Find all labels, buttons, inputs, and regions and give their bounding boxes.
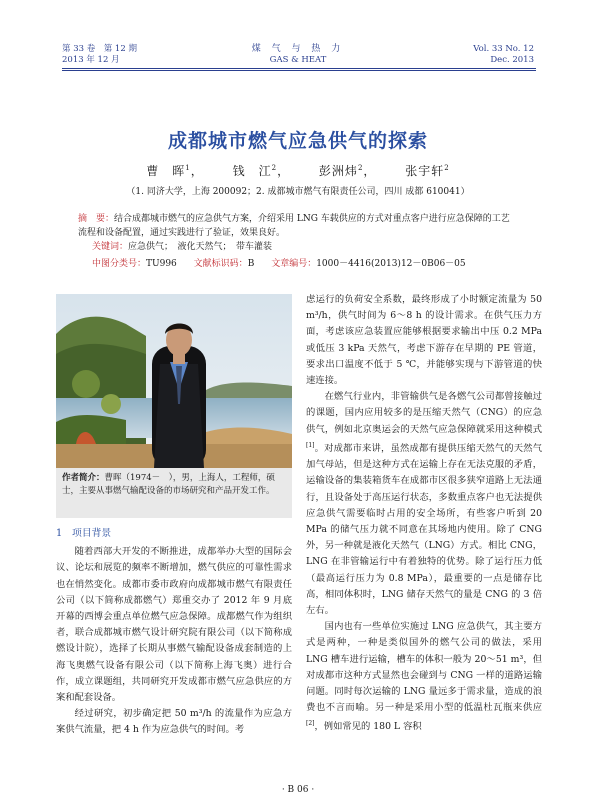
paragraph: 随着西部大开发的不断推进，成都举办大型的国际会议、论坛和展览的频率不断增加，燃气供应的可靠性需求也在悄然变化。成都市委市政府向成都城市燃气有限责任公司（以下简称成都燃气）郑重交办了 2012 年 9 月底开幕的西博会重点单位燃气应急保障。成都燃气作为组织者，联合成都城市燃气设计研究院有限公司（以下简称成燃设计院），选择了长期从事燃气输配设备成套制造的上海飞奥燃气设备有限公司（以下简称上海飞奥）进行合作，成立课题组，共同研究开发成都市燃气应急供应的方案和配套设备。	[56, 546, 292, 704]
author-bio	[56, 468, 292, 518]
volume-issue: 第 33 卷 第 12 期	[62, 44, 137, 54]
bio-text: 曹晖（1974－ ），男，上海人，工程师，硕士，主要从事燃气输配设备的市场研究和产品开发工作。	[62, 473, 275, 496]
bio-label: 作者简介：	[62, 473, 105, 483]
paragraph: 虑运行的负荷安全系数，最终形成了小时额定流量为 50 m³/h，供气时间为 6～8 h 的设计需求。在供气压力方面，考虑该应急装置应能够根据要求输出中压 0.2 MPa 或低压 3 kPa 天然气，考虑下游存在早期的 PE 管道，要求出口温度不低于 5 ℃，并能够实现与下游管道的快速连接。	[306, 294, 542, 387]
article-number-value: 1000－4416(2013)12－0B06－05	[316, 259, 466, 269]
classification-line	[92, 256, 532, 269]
keywords-text: 应急供气； 液化天然气； 带车灌装	[128, 242, 273, 252]
author-1: 曹 晖$^1$，	[146, 164, 204, 178]
article-title: 成都城市燃气应急供气的探索	[167, 130, 428, 152]
author-2: 钱 江$^2$，	[232, 164, 291, 178]
left-column	[56, 526, 292, 739]
affiliation: （1. 同济大学，上海 200092；2. 成都城市燃气有限责任公司，四川 成都 610041）	[126, 187, 470, 197]
author-4: 张宇轩$^2$	[405, 164, 450, 178]
clc-label: 中图分类号：	[92, 259, 147, 269]
paragraph: 在燃气行业内，非管输供气是各燃气公司都曾接触过的课题，国内应用较多的是压缩天然气（CNG）的应急供气，例如北京奥运会的天然气应急保障就采用这种模式[1]。对成都市来讲，虽然成都有提供压缩天然气的天然气加气母站，但是这种方式在运输上存在无法克服的矛盾，运输设备的集装箱货车在成都市区很多狭窄道路上无法通行，且设备处于高压运行状态，多数重点客户也无法提供应急供气需要临时占用的安全场所，有些客户听到 20 MPa 的储气压力就不同意在其场地内使用。除了 CNG 外，另一种就是液化天然气（LNG）方式。相比 CNG，LNG 在非管输运行中有着独特的优势。除了运行压力低（最高运行压力为 0.8 MPa），最重要的一点是储存比高，相同体积时，LNG 储存天然气的量是 CNG 的 3 倍左右。	[306, 391, 542, 616]
right-column	[306, 292, 542, 736]
abstract-label: 摘 要：	[78, 214, 115, 224]
author-photo	[56, 294, 292, 468]
abstract-text: 结合成都城市燃气的应急供气方案，介绍采用 LNG 车载供应的方式对重点客户进行应急保障的工艺流程和设备配置，通过实践进行了验证，效果良好。	[78, 214, 510, 238]
issue-date-en: Dec. 2013	[490, 55, 534, 65]
header-rule	[62, 68, 536, 69]
doc-code-label: 文献标识码：	[193, 259, 248, 269]
section-heading: 1 项目背景	[56, 528, 112, 539]
header-rule-thin	[62, 70, 536, 71]
keywords-label: 关键词：	[92, 242, 129, 252]
issue-date: 2013 年 12 月	[62, 55, 120, 65]
volume-issue-en: Vol. 33 No. 12	[473, 44, 534, 54]
author-list	[0, 162, 596, 179]
abstract-block	[78, 212, 518, 254]
author-3: 彭洲炜$^2$，	[318, 164, 377, 178]
journal-name-cn: 煤 气 与 热 力	[251, 44, 345, 54]
abstract	[78, 212, 518, 240]
clc-value: TU996	[146, 259, 177, 269]
citation-ref: [2]	[306, 720, 315, 728]
page-number: · B 06 ·	[281, 785, 315, 795]
journal-name-en: GAS & HEAT	[269, 55, 327, 65]
keywords	[78, 240, 518, 254]
citation-ref: [1]	[306, 441, 315, 449]
doc-code-value: B	[247, 259, 255, 269]
paragraph: 经过研究，初步确定把 50 m³/h 的流量作为应急方案供气流量，把 4 h 作为应急供气的时间。考	[56, 708, 292, 736]
article-number-label: 文章编号：	[271, 259, 317, 269]
running-header-right	[473, 44, 534, 66]
paragraph: 国内也有一些单位实施过 LNG 应急供气，其主要方式是两种，一种是类似国外的燃气公司的做法，采用 LNG 槽车进行运输，槽车的体积一般为 20～51 m³，但对成都市这种方式显然也会碰到与 CNG 一样的道路运输问题。同时每次运输的 LNG 量远多于需求量，造成的浪费也不言而喻。另一种是采用小型的低温杜瓦瓶来供应[2]，例如常见的 180 L 容积	[306, 621, 542, 733]
